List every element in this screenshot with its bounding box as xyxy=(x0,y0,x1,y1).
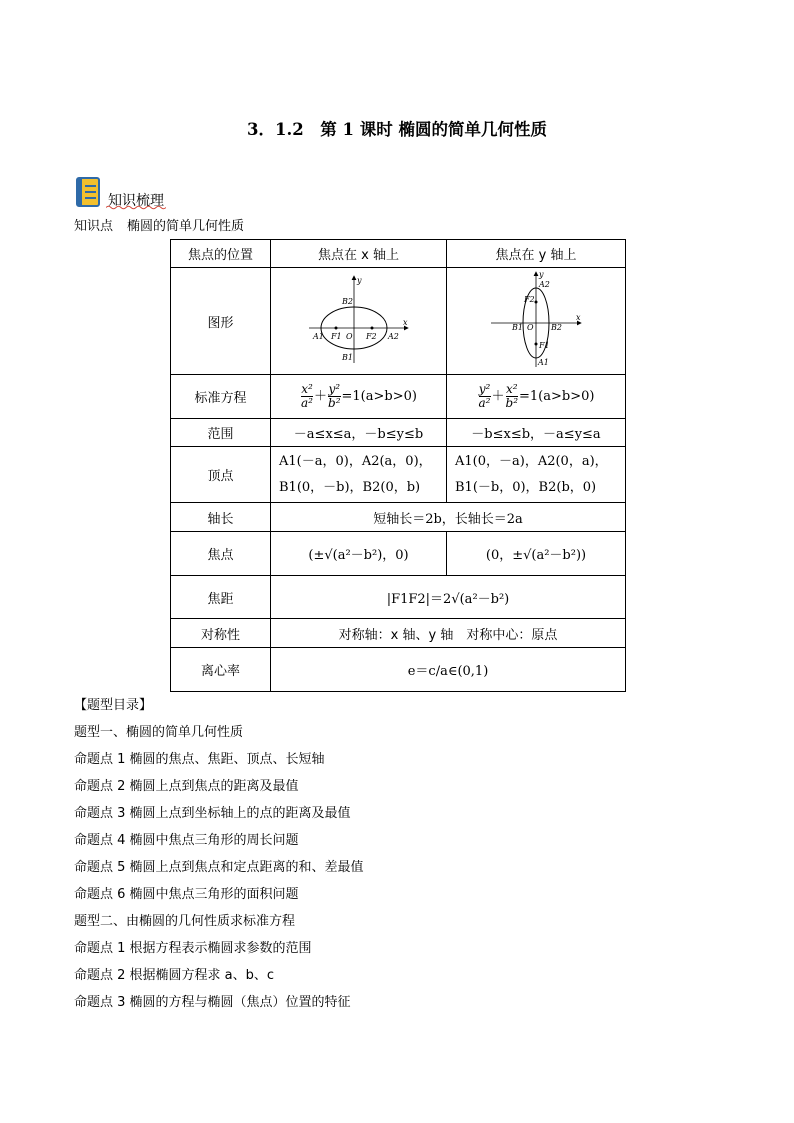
toc-item: 题型二、由椭圆的几何性质求标准方程 xyxy=(74,914,296,929)
row-label-standard-equation: 标准方程 xyxy=(171,375,271,419)
foci-y-cell: (0，±√(a²－b²)) xyxy=(447,532,626,576)
table-row xyxy=(171,532,626,576)
table-row xyxy=(171,619,626,648)
fraction-y2-b2: $\frac{\text{y²}}{\text{b²}}$ xyxy=(328,382,341,410)
vertices-x-cell xyxy=(271,447,447,503)
row-label-vertices: 顶点 xyxy=(171,447,271,503)
row-label-axis-length: 轴长 xyxy=(171,503,271,532)
axis-label-y: y xyxy=(539,270,544,279)
table-row xyxy=(171,503,626,532)
table-row xyxy=(171,419,626,447)
focus-label-f2: F2 xyxy=(524,295,535,304)
header-cell: 焦点在 y 轴上 xyxy=(447,240,626,268)
focus-label-f1: F1 xyxy=(539,341,550,350)
graph-y-cell xyxy=(447,268,626,375)
equation-x-tail: =1(a>b>0) xyxy=(341,389,417,404)
row-label-range: 范围 xyxy=(171,419,271,447)
properties-table xyxy=(170,239,626,692)
vertices-y-cell xyxy=(447,447,626,503)
wavy-underline xyxy=(106,205,166,210)
fraction-x2-a2: $\frac{\text{x²}}{\text{a²}}$ xyxy=(301,382,313,410)
ellipse-vertical-figure xyxy=(486,269,586,369)
foci-x-cell: (±√(a²－b²)，0) xyxy=(271,532,447,576)
focus-label-f1: F1 xyxy=(330,332,342,341)
toc-item: 命题点 3 椭圆的方程与椭圆（焦点）位置的特征 xyxy=(74,995,351,1010)
toc-item: 命题点 5 椭圆上点到焦点和定点距离的和、差最值 xyxy=(74,860,364,875)
knowledge-point-text: 椭圆的简单几何性质 xyxy=(127,219,245,234)
knowledge-point xyxy=(74,215,244,234)
section-label: 知识梳理 xyxy=(108,193,164,209)
equation-y-tail: =1(a>b>0) xyxy=(519,389,595,404)
toc-heading: 【题型目录】 xyxy=(74,698,153,713)
table-row xyxy=(171,648,626,692)
vertex-label-b1: B1 xyxy=(341,353,353,362)
page-title: 3．1.2 第 1 课时 椭圆的简单几何性质 xyxy=(247,120,547,139)
eccentricity-cell: e＝c/a∈(0,1) xyxy=(271,648,626,692)
vertex-label-b2: B2 xyxy=(341,297,353,306)
toc-item: 命题点 4 椭圆中焦点三角形的周长问题 xyxy=(74,833,299,848)
origin-label: O xyxy=(345,332,353,341)
toc-item: 命题点 2 根据椭圆方程求 a、b、c xyxy=(74,968,275,983)
vertex-label-a1: A1 xyxy=(538,358,549,367)
vertex-label-a2: A2 xyxy=(539,280,550,289)
equation-x-cell: $\frac{\text{x²}}{\text{a²}}$ ＋ $\frac{\text{y²}}{\text{b²}}$ =1(a>b>0) xyxy=(271,375,447,419)
row-label-focal-distance: 焦距 xyxy=(171,576,271,619)
ellipse-horizontal-figure xyxy=(304,271,414,367)
row-label-symmetry: 对称性 xyxy=(171,619,271,648)
graph-x-cell xyxy=(271,268,447,375)
vertices-x-line1: A1(－a，0)，A2(a，0)， xyxy=(279,453,432,469)
vertex-label-a1: A1 xyxy=(312,332,324,341)
focal-distance-cell: |F1F2|＝2√(a²－b²) xyxy=(271,576,626,619)
table-header-row xyxy=(171,240,626,268)
symmetry-cell: 对称轴：x 轴、y 轴 对称中心：原点 xyxy=(271,619,626,648)
vertex-label-b2: B2 xyxy=(551,323,562,332)
toc-item: 命题点 1 根据方程表示椭圆求参数的范围 xyxy=(74,941,312,956)
equation-y-cell: $\frac{\text{y²}}{\text{a²}}$ ＋ $\frac{\text{x²}}{\text{b²}}$ =1(a>b>0) xyxy=(447,375,626,419)
vertex-label-b1: B1 xyxy=(512,323,523,332)
fraction-x2-b2: $\frac{\text{x²}}{\text{b²}}$ xyxy=(505,382,519,410)
row-label-foci: 焦点 xyxy=(171,532,271,576)
origin-label: O xyxy=(527,323,534,332)
row-label-graph: 图形 xyxy=(171,268,271,375)
toc-item: 命题点 3 椭圆上点到坐标轴上的点的距离及最值 xyxy=(74,806,351,821)
header-cell: 焦点在 x 轴上 xyxy=(271,240,447,268)
table-row xyxy=(171,268,626,375)
axis-label-x: x xyxy=(576,313,581,322)
vertices-x-line2: B1(0，－b)，B2(0，b) xyxy=(279,479,421,495)
header-cell: 焦点的位置 xyxy=(171,240,271,268)
table-row xyxy=(171,375,626,419)
knowledge-point-label: 知识点 xyxy=(74,219,114,234)
toc-item: 命题点 6 椭圆中焦点三角形的面积问题 xyxy=(74,887,299,902)
toc-item: 命题点 2 椭圆上点到焦点的距离及最值 xyxy=(74,779,299,794)
toc-item: 题型一、椭圆的简单几何性质 xyxy=(74,725,244,740)
book-icon xyxy=(74,176,102,208)
vertex-label-a2: A2 xyxy=(387,332,399,341)
table-row xyxy=(171,447,626,503)
table-row xyxy=(171,576,626,619)
range-x-cell: －a≤x≤a，－b≤y≤b xyxy=(271,419,447,447)
range-y-cell: －b≤x≤b，－a≤y≤a xyxy=(447,419,626,447)
fraction-y2-a2: $\frac{\text{y²}}{\text{a²}}$ xyxy=(478,382,491,410)
vertices-y-line2: B1(－b，0)，B2(b，0) xyxy=(455,479,597,495)
axis-length-cell: 短轴长＝2b，长轴长＝2a xyxy=(271,503,626,532)
vertices-y-line1: A1(0，－a)，A2(0，a)， xyxy=(455,453,608,469)
toc-item: 命题点 1 椭圆的焦点、焦距、顶点、长短轴 xyxy=(74,752,325,767)
axis-label-x: x xyxy=(402,318,408,327)
focus-label-f2: F2 xyxy=(365,332,377,341)
row-label-eccentricity: 离心率 xyxy=(171,648,271,692)
axis-label-y: y xyxy=(356,276,362,285)
